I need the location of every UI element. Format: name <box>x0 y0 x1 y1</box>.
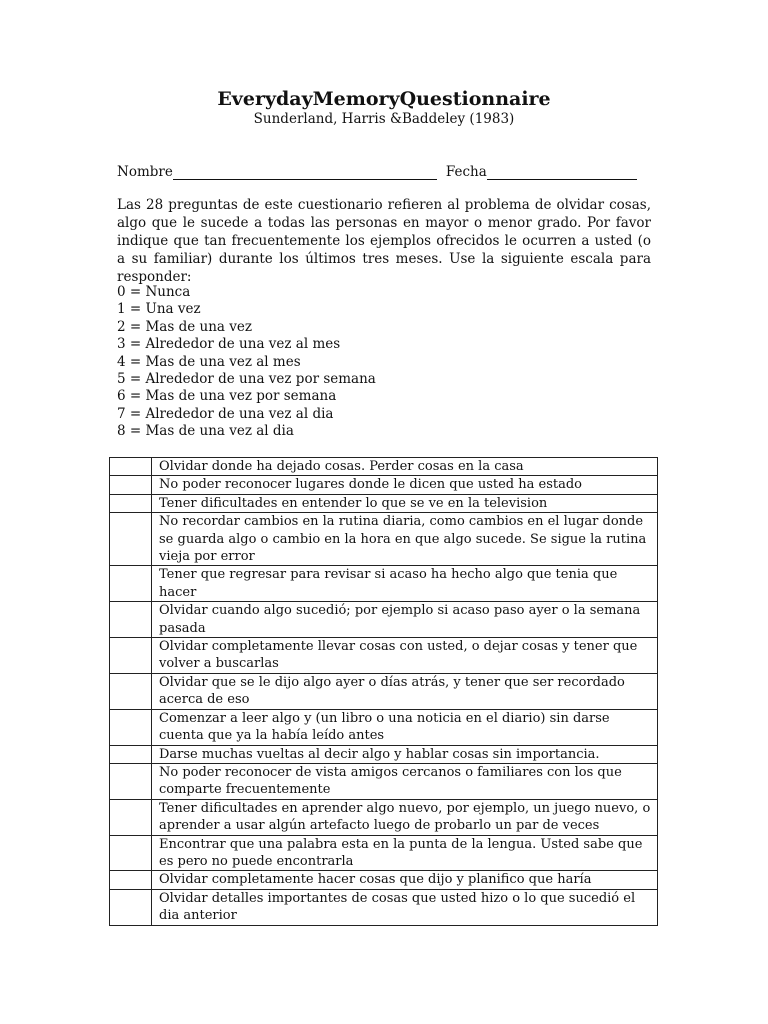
question-row <box>110 709 658 745</box>
answer-cell[interactable] <box>110 835 152 871</box>
document-subtitle: Sunderland, Harris &Baddeley (1983) <box>253 111 515 127</box>
question-row <box>110 871 658 889</box>
question-text: Olvidar cuando algo sucedió; por ejemplo si acaso paso ayer o la semana pasada <box>152 602 658 638</box>
question-row <box>110 889 658 925</box>
question-text: Olvidar completamente llevar cosas con usted, o dejar cosas y tener que volver a buscarlas <box>152 638 658 674</box>
answer-cell[interactable] <box>110 494 152 512</box>
question-row <box>110 458 658 476</box>
answer-cell[interactable] <box>110 763 152 799</box>
question-row <box>110 494 658 512</box>
answer-cell[interactable] <box>110 458 152 476</box>
response-scale <box>117 284 517 441</box>
name-label: Nombre <box>117 164 173 180</box>
scale-item: 1 = Una vez <box>117 301 201 318</box>
question-row <box>110 763 658 799</box>
question-row <box>110 566 658 602</box>
scale-item: 7 = Alrededor de una vez al dia <box>117 405 334 422</box>
question-row <box>110 638 658 674</box>
answer-cell[interactable] <box>110 673 152 709</box>
answer-cell[interactable] <box>110 799 152 835</box>
answer-cell[interactable] <box>110 602 152 638</box>
question-text: Tener dificultades en aprender algo nuevo, por ejemplo, un juego nuevo, o aprender a usar algún artefacto luego de probarlo un par de veces <box>152 799 658 835</box>
date-label: Fecha <box>445 164 487 180</box>
question-row <box>110 835 658 871</box>
question-text: Olvidar donde ha dejado cosas. Perder cosas en la casa <box>152 458 658 476</box>
form-fields <box>117 164 637 180</box>
scale-item: 5 = Alrededor de una vez por semana <box>117 371 376 388</box>
question-row <box>110 799 658 835</box>
question-row <box>110 513 658 566</box>
question-text: Olvidar que se le dijo algo ayer o días atrás, y tener que ser recordado acerca de eso <box>152 673 658 709</box>
scale-item: 4 = Mas de una vez al mes <box>117 353 301 370</box>
question-text: Encontrar que una palabra esta en la punta de la lengua. Usted sabe que es pero no puede encontrarla <box>152 835 658 871</box>
question-text: Comenzar a leer algo y (un libro o una noticia en el diario) sin darse cuenta que ya la había leído antes <box>152 709 658 745</box>
questions-table <box>109 457 658 926</box>
answer-cell[interactable] <box>110 513 152 566</box>
question-text: Olvidar completamente hacer cosas que dijo y planifico que haría <box>152 871 658 889</box>
answer-cell[interactable] <box>110 638 152 674</box>
question-text: Tener que regresar para revisar si acaso ha hecho algo que tenia que hacer <box>152 566 658 602</box>
question-text: Darse muchas vueltas al decir algo y hablar cosas sin importancia. <box>152 745 658 763</box>
question-row <box>110 476 658 494</box>
question-text: No recordar cambios en la rutina diaria, como cambios en el lugar donde se guarda algo o cambio en la hora en que algo sucede. Se sigue la rutina vieja por error <box>152 513 658 566</box>
answer-cell[interactable] <box>110 709 152 745</box>
date-field[interactable] <box>487 165 637 180</box>
question-row <box>110 602 658 638</box>
question-text: Olvidar detalles importantes de cosas que usted hizo o lo que sucedió el dia anterior <box>152 889 658 925</box>
answer-cell[interactable] <box>110 566 152 602</box>
answer-cell[interactable] <box>110 889 152 925</box>
document-title: EverydayMemoryQuestionnaire <box>217 88 551 110</box>
name-field[interactable] <box>173 165 437 180</box>
question-text: Tener dificultades en entender lo que se ve en la television <box>152 494 658 512</box>
question-row <box>110 745 658 763</box>
scale-item: 6 = Mas de una vez por semana <box>117 388 337 405</box>
scale-item: 0 = Nunca <box>117 284 191 300</box>
instructions-paragraph: Las 28 preguntas de este cuestionario refieren al problema de olvidar cosas, algo que le sucede a todas las personas en mayor o menor grado. Por favor indique que tan frecuentemente los ejemplos ofrecidos le ocurren a usted (o a su familiar) durante los últimos tres meses. Use la siguiente escala para responder: <box>117 197 651 285</box>
answer-cell[interactable] <box>110 476 152 494</box>
answer-cell[interactable] <box>110 745 152 763</box>
scale-item: 3 = Alrededor de una vez al mes <box>117 336 341 353</box>
question-text: No poder reconocer lugares donde le dicen que usted ha estado <box>152 476 658 494</box>
question-row <box>110 673 658 709</box>
scale-item: 8 = Mas de una vez al dia <box>117 423 294 440</box>
scale-item: 2 = Mas de una vez <box>117 318 252 335</box>
answer-cell[interactable] <box>110 871 152 889</box>
question-text: No poder reconocer de vista amigos cercanos o familiares con los que comparte frecuentemente <box>152 763 658 799</box>
